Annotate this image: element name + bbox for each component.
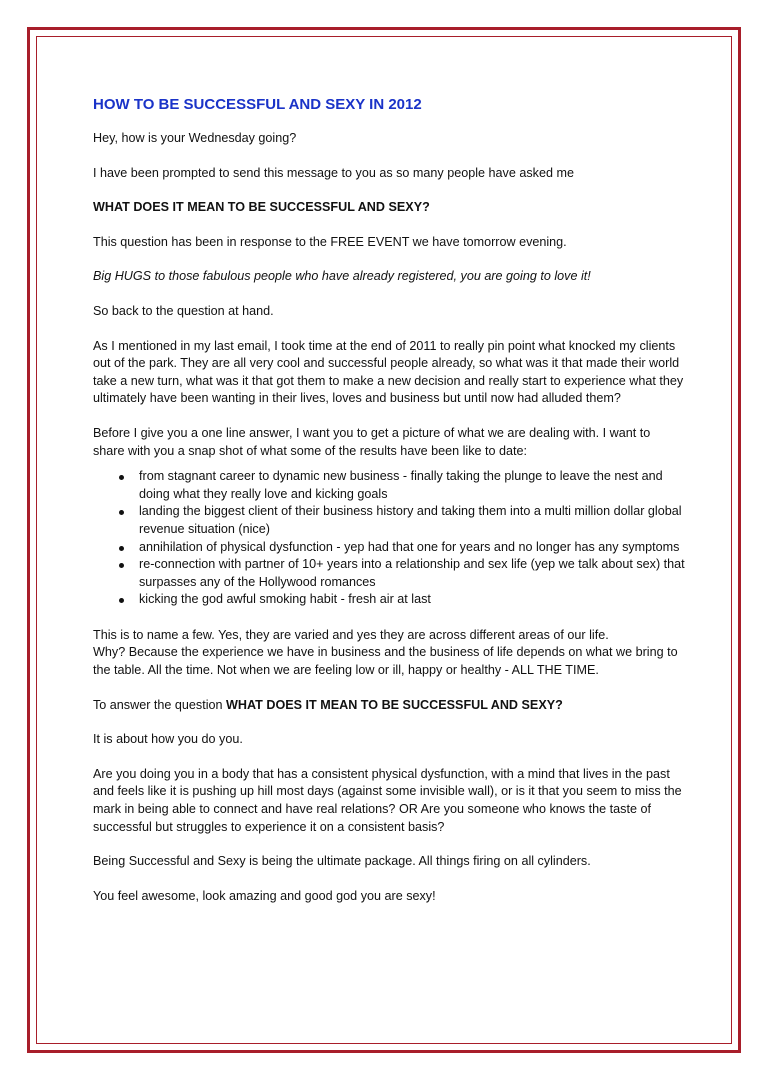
list-item: kicking the god awful smoking habit - fresh air at last [139,591,685,609]
hugs-paragraph: Big HUGS to those fabulous people who have already registered, you are going to love it! [93,269,591,284]
intro-paragraph: I have been prompted to send this message to you as so many people have asked me [93,165,574,180]
document-title: HOW TO BE SUCCESSFUL AND SEXY IN 2012 [93,96,422,113]
answer-paragraph [93,697,685,715]
closing-paragraph: You feel awesome, look amazing and good god you are sexy! [93,888,436,903]
mentioned-paragraph: As I mentioned in my last email, I took time at the end of 2011 to really pin point what knocked my clients out of the park. They are all very cool and successful people already, so what was it that made their world take a new turn, what was it that got them to make a new decision and really start to experience what they ultimately have been wanting in their lives, loves and business but until now had alluded them? [93,338,684,406]
answer-prefix: To answer the question [93,697,227,712]
list-item: re-connection with partner of 10+ years into a relationship and sex life (yep we talk about sex) that surpasses any of the Hollywood romances [139,556,685,591]
list-item: from stagnant career to dynamic new business - finally taking the plunge to leave the nest and doing what they really love and kicking goals [139,468,685,503]
package-paragraph: Being Successful and Sexy is being the ultimate package. All things firing on all cylinders. [93,854,591,869]
how-paragraph: It is about how you do you. [93,732,243,747]
before-paragraph: Before I give you a one line answer, I want you to get a picture of what we are dealing with. I want to share with you a snap shot of what some of the results have been like to date: [93,425,651,458]
list-item: landing the biggest client of their business history and taking them into a multi million dollar global revenue situation (nice) [139,503,685,538]
list-item: annihilation of physical dysfunction - yep had that one for years and no longer has any symptoms [139,539,685,557]
answer-question: WHAT DOES IT MEAN TO BE SUCCESSFUL AND SEXY? [226,697,563,712]
results-list [93,468,685,609]
why-paragraph: Why? Because the experience we have in business and the business of life depends on what we bring to the table. All the time. Not when we are feeling low or ill, happy or healthy - ALL THE TIME. [93,645,678,678]
back-paragraph: So back to the question at hand. [93,303,274,318]
doing-paragraph: Are you doing you in a body that has a consistent physical dysfunction, with a mind that lives in the past and feels like it is pushing up hill most days (against some invisible wall), or is it that you seem to miss the mark in being able to connect and have real relations? OR Are you someone who knows the taste of successful but struggles to experience it on a consistent basis? [93,766,682,834]
event-paragraph: This question has been in response to the FREE EVENT we have tomorrow evening. [93,234,567,249]
few-paragraph: This is to name a few. Yes, they are varied and yes they are across different areas of our life. [93,627,609,642]
greeting: Hey, how is your Wednesday going? [93,131,297,145]
question-heading: WHAT DOES IT MEAN TO BE SUCCESSFUL AND SEXY? [93,200,430,215]
document-body [93,96,685,922]
